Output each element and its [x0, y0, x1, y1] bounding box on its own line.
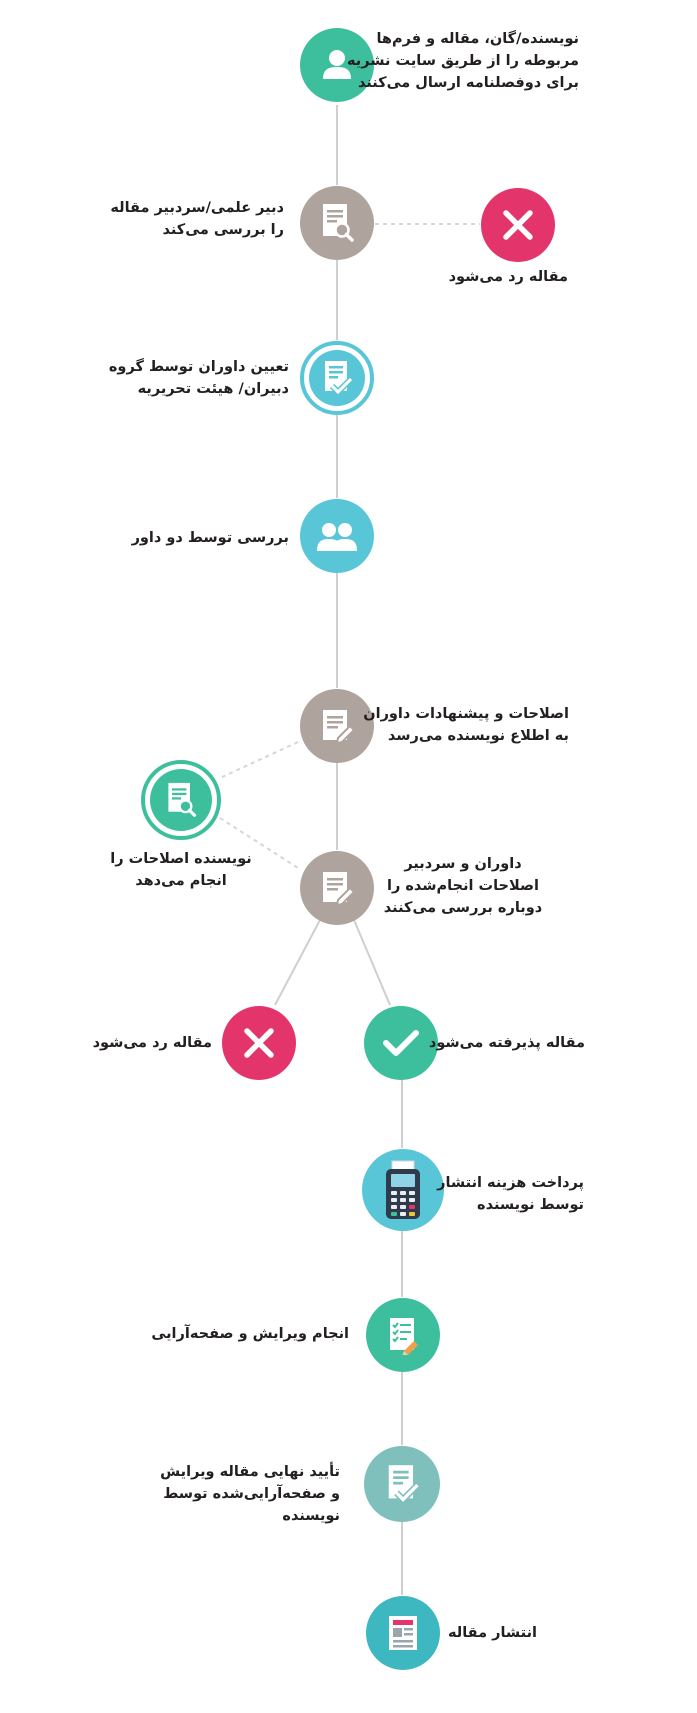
checklist-icon	[385, 1315, 421, 1355]
re-review-node	[300, 851, 374, 925]
feedback-label: اصلاحات و پیشنهادات داوران به اطلاع نویسنده می‌رسد	[363, 706, 569, 744]
author-revises-node	[141, 760, 221, 840]
two-reviewers-label: بررسی توسط دو داور	[131, 530, 289, 546]
editor-review-label: دبیر علمی/سردبیر مقاله را بررسی می‌کند	[110, 200, 284, 238]
payment-node	[362, 1149, 444, 1231]
document-search-icon	[317, 201, 357, 245]
publish-node	[366, 1596, 440, 1670]
document-search-icon	[163, 780, 199, 820]
publish-label: انتشار مقاله	[447, 1625, 537, 1641]
people-icon	[315, 519, 359, 553]
assign-reviewers-node	[300, 341, 374, 415]
re-review-label: داوران و سردبیر اصلاحات انجام‌شده را دوباره بررسی می‌کنند	[383, 856, 543, 916]
accepted-node	[364, 1006, 438, 1080]
close-icon	[500, 207, 536, 243]
dashed-connector	[220, 742, 298, 778]
final-approval-node	[364, 1446, 440, 1522]
submit-label: نویسنده/گان، مقاله و فرم‌ها مربوطه را از طریق سایت نشریه برای دوفصلنامه ارسال می‌کنند	[346, 31, 579, 91]
close-icon	[241, 1025, 277, 1061]
document-edit-icon	[317, 706, 357, 746]
card-reader-icon	[383, 1159, 423, 1221]
editing-node	[366, 1298, 440, 1372]
assign-reviewers-label: تعیین داوران توسط گروه دبیران/ هیئت تحریریه	[108, 359, 289, 397]
reject-node-2	[222, 1006, 296, 1080]
reject-label-1: مقاله رد می‌شود	[448, 269, 568, 285]
editor-review-node	[300, 186, 374, 260]
reject-node-1	[481, 188, 555, 262]
check-icon	[381, 1027, 421, 1059]
author-revises-label: نویسنده اصلاحات را انجام می‌دهد	[110, 851, 252, 889]
final-approval-label: تأیید نهایی مقاله ویرایش و صفحه‌آرایی‌شده توسط نویسنده	[160, 1464, 340, 1524]
two-reviewers-node	[300, 499, 374, 573]
editing-label: انجام ویرایش و صفحه‌آرایی	[151, 1326, 349, 1342]
document-edit-icon	[317, 868, 357, 908]
connector	[275, 920, 320, 1005]
document-check-icon	[383, 1463, 421, 1505]
document-check-icon	[320, 359, 354, 397]
payment-label: پرداخت هزینه انتشار توسط نویسنده	[437, 1175, 584, 1213]
accepted-label: مقاله پذیرفته می‌شود	[428, 1035, 585, 1051]
reject-label-2: مقاله رد می‌شود	[92, 1035, 212, 1051]
newspaper-icon	[386, 1613, 420, 1653]
connector	[354, 920, 390, 1005]
